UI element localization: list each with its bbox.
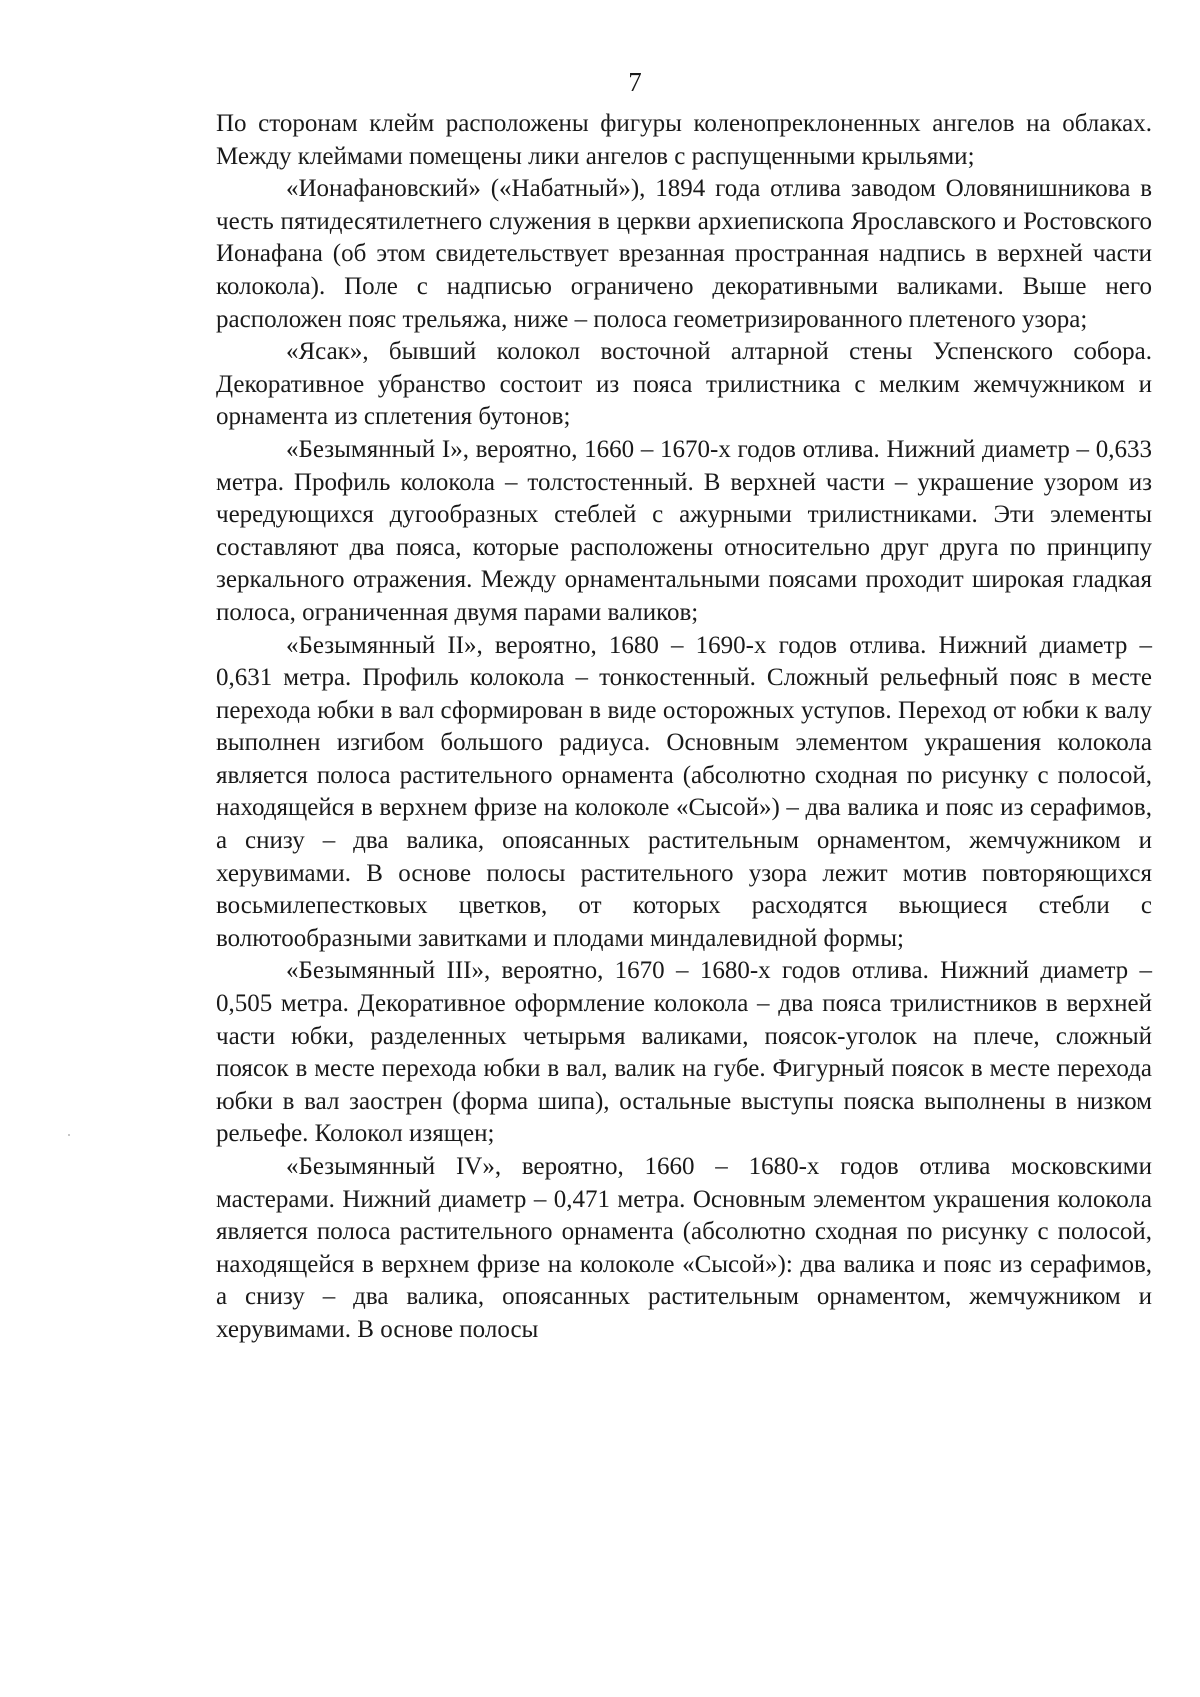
- document-body: [216, 108, 1152, 1347]
- paragraph-ionafanovsky-bell: «Ионафановский» («Набатный»), 1894 года отлива заводом Оловянишникова в честь пятидесятилетнего служения в церкви архиепископа Ярославского и Ростовского Ионафана (об этом свидетельствует врезанная пространная надпись в верхней части колокола). Поле с надписью ограничено декоративными валиками. Выше него расположен пояс трельяжа, ниже – полоса геометризированного плетеного узора;: [216, 175, 1152, 333]
- paragraph-angels-continuation: По сторонам клейм расположены фигуры коленопреклоненных ангелов на облаках. Между клеймами помещены лики ангелов с распущенными крыльями;: [216, 110, 1152, 170]
- paragraph-unnamed-bell-2: «Безымянный II», вероятно, 1680 – 1690-х годов отлива. Нижний диаметр – 0,631 метра. Профиль колокола – тонкостенный. Сложный рельефный пояс в месте перехода юбки в вал сформирован в виде осторожных уступов. Переход от юбки к валу выполнен изгибом большого радиуса. Основным элементом украшения колокола является полоса растительного орнамента (абсолютно сходная по рисунку с полосой, находящейся в верхнем фризе на колоколе «Сысой») – два валика и пояс из серафимов, а снизу – два валика, опоясанных растительным орнаментом, жемчужником и херувимами. В основе полосы растительного узора лежит мотив повторяющихся восьмилепестковых цветков, от которых расходятся вьющиеся стебли с волютообразными завитками и плодами миндалевидной формы;: [216, 631, 1152, 952]
- paragraph-yasak-bell: «Ясак», бывший колокол восточной алтарной стены Успенского собора. Декоративное убранство состоит из пояса трилистника с мелким жемчужником и орнамента из сплетения бутонов;: [216, 338, 1152, 431]
- paragraph-unnamed-bell-3: «Безымянный III», вероятно, 1670 – 1680-х годов отлива. Нижний диаметр – 0,505 метра. Декоративное оформление колокола – два пояса трилистников в верхней части юбки, разделенных четырьмя валиками, поясок-уголок на плече, сложный поясок в месте перехода юбки в вал, валик на губе. Фигурный поясок в месте перехода юбки в вал заострен (форма шипа), остальные выступы пояска выполнены в низком рельефе. Колокол изящен;: [216, 957, 1152, 1148]
- scan-speck-mark: [68, 1134, 70, 1136]
- paragraph-unnamed-bell-4: «Безымянный IV», вероятно, 1660 – 1680-х годов отлива московскими мастерами. Нижний диаметр – 0,471 метра. Основным элементом украшения колокола является полоса растительного орнамента (абсолютно сходная по рисунку с полосой, находящейся в верхнем фризе на колоколе «Сысой»): два валика и пояс из серафимов, а снизу – два валика, опоясанных растительным орнаментом, жемчужником и херувимами. В основе полосы: [216, 1153, 1152, 1343]
- page-number: 7: [628, 67, 642, 97]
- paragraph-unnamed-bell-1: «Безымянный I», вероятно, 1660 – 1670-х годов отлива. Нижний диаметр – 0,633 метра. Профиль колокола – толстостенный. В верхней части – украшение узором из чередующихся дугообразных стеблей с ажурными трилистниками. Эти элементы составляют два пояса, которые расположены относительно друг друга по принципу зеркального отражения. Между орнаментальными поясами проходит широкая гладкая полоса, ограниченная двумя парами валиков;: [216, 435, 1152, 626]
